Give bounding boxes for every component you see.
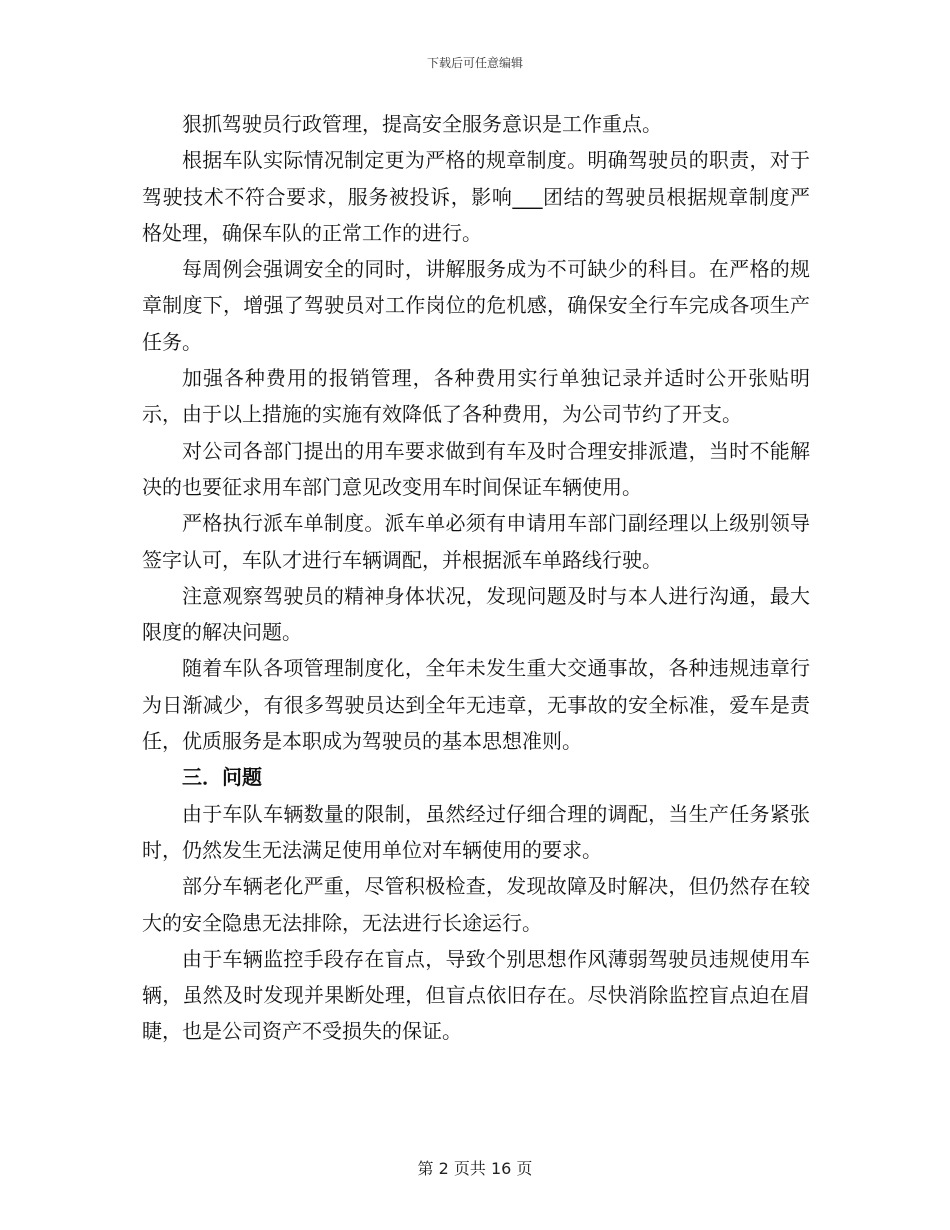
page-number: 第 2 页共 16 页: [417, 1159, 533, 1178]
paragraph-management-focus: 狠抓驾驶员行政管理，提高安全服务意识是工作重点。: [182, 112, 662, 136]
header-note: 下载后可任意编辑: [426, 56, 523, 70]
paragraph-dispatch-system: 严格执行派车单制度。派车单必须有申请用车部门副经理以上级别领导签字认可，车队才进行车辆调配，并根据派车单路线行驶。: [142, 511, 810, 572]
paragraph-vehicle-requests: 对公司各部门提出的用车要求做到有车及时合理安排派遣，当时不能解决的也要征求用车部门意见改变用车时间保证车辆使用。: [142, 438, 810, 499]
paragraph-rules: 根据车队实际情况制定更为严格的规章制度。明确驾驶员的职责，对于驾驶技术不符合要求，服务被投诉，影响___团结的驾驶员根据规章制度严格处理，确保车队的正常工作的进行。: [142, 148, 810, 245]
paragraph-expense-management: 加强各种费用的报销管理，各种费用实行单独记录并适时公开张贴明示，由于以上措施的实施有效降低了各种费用，为公司节约了开支。: [142, 366, 810, 427]
paragraph-weekly-meeting: 每周例会强调安全的同时，讲解服务成为不可缺少的科目。在严格的规章制度下，增强了驾驶员对工作岗位的危机感，确保安全行车完成各项生产任务。: [142, 257, 810, 354]
paragraph-driver-condition: 注意观察驾驶员的精神身体状况，发现问题及时与本人进行沟通，最大限度的解决问题。: [142, 583, 810, 645]
document-body: [142, 106, 810, 1050]
paragraph-vehicle-shortage: 由于车队车辆数量的限制，虽然经过仔细合理的调配，当生产任务紧张时，仍然发生无法满足使用单位对车辆使用的要求。: [142, 801, 810, 862]
paragraph-aging-vehicles: 部分车辆老化严重，尽管积极检查，发现故障及时解决，但仍然存在较大的安全隐患无法排除，无法进行长途运行。: [142, 874, 810, 935]
paragraph-safety-record: 随着车队各项管理制度化，全年未发生重大交通事故，各种违规违章行为日渐减少，有很多驾驶员达到全年无违章，无事故的安全标准，爱车是责任，优质服务是本职成为驾驶员的基本思想准则。: [142, 656, 810, 754]
paragraph-monitoring-blind-spots: 由于车辆监控手段存在盲点，导致个别思想作风薄弱驾驶员违规使用车辆，虽然及时发现并果断处理，但盲点依旧存在。尽快消除监控盲点迫在眉睫，也是公司资产不受损失的保证。: [142, 946, 810, 1044]
section-heading-problems: 三．问题: [182, 765, 262, 790]
